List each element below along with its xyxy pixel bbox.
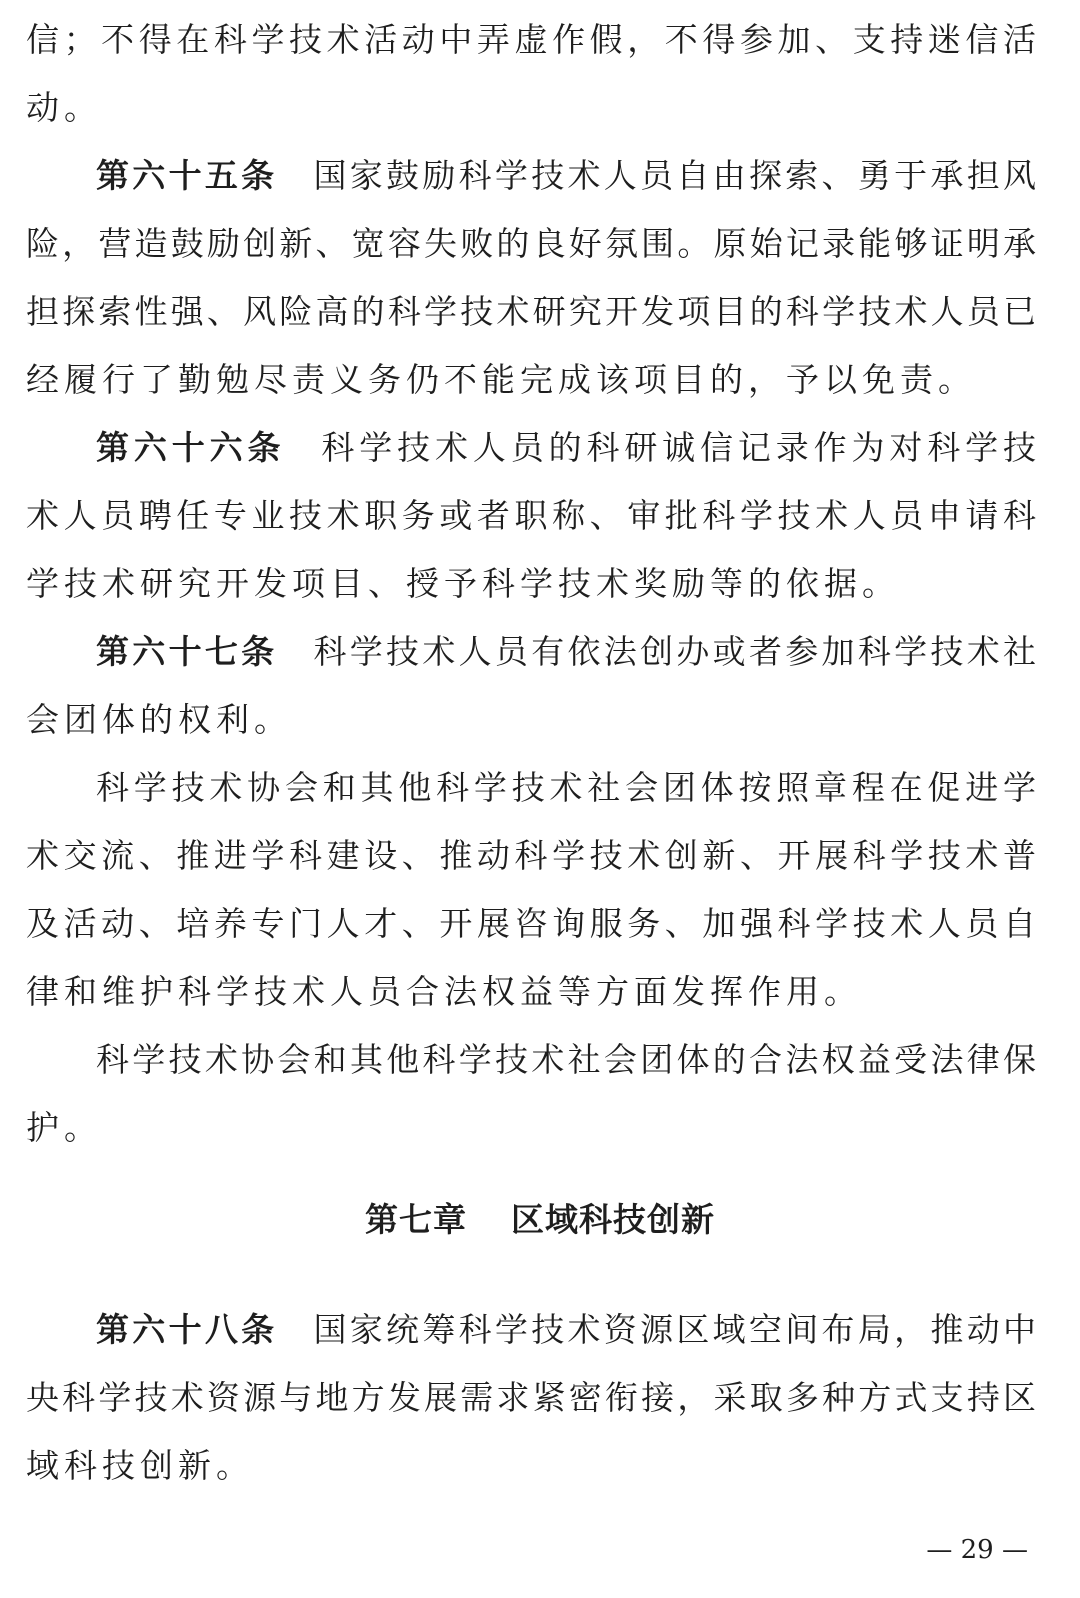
body-text-line: 域科技创新。 bbox=[26, 1446, 254, 1485]
article-heading: 第六十六条 bbox=[96, 428, 286, 467]
body-text-line: 动。 bbox=[26, 88, 102, 127]
body-text-line: 信；不得在科学技术活动中弄虚作假，不得参加、支持迷信活 bbox=[26, 20, 1036, 59]
body-text: 国家统筹科学技术资源区域空间布局，推动中 bbox=[313, 1310, 1037, 1349]
body-text: 国家鼓励科学技术人员自由探索、勇于承担风 bbox=[313, 156, 1037, 195]
body-text-line: 担探索性强、风险高的科学技术研究开发项目的科学技术人员已 bbox=[26, 292, 1036, 331]
article-heading: 第六十五条 bbox=[96, 156, 278, 195]
article-heading: 第六十八条 bbox=[96, 1310, 278, 1349]
body-text: 科学技术人员有依法创办或者参加科学技术社 bbox=[313, 632, 1037, 671]
body-text: 科学技术人员的科研诚信记录作为对科学技 bbox=[321, 428, 1037, 467]
chapter-title: 区域科技创新 bbox=[511, 1200, 715, 1239]
article-66-first-line bbox=[96, 424, 1036, 472]
body-text-line: 学技术研究开发项目、授予科学技术奖励等的依据。 bbox=[26, 564, 900, 603]
chapter-heading bbox=[0, 1196, 1080, 1244]
body-text-line: 科学技术协会和其他科学技术社会团体按照章程在促进学 bbox=[96, 768, 1036, 807]
body-text-line: 险，营造鼓励创新、宽容失败的良好氛围。原始记录能够证明承 bbox=[26, 224, 1036, 263]
article-68-first-line bbox=[96, 1306, 1036, 1354]
body-text-line: 经履行了勤勉尽责义务仍不能完成该项目的，予以免责。 bbox=[26, 360, 976, 399]
body-text-line: 律和维护科学技术人员合法权益等方面发挥作用。 bbox=[26, 972, 862, 1011]
body-text-line: 术人员聘任专业技术职务或者职称、审批科学技术人员申请科 bbox=[26, 496, 1036, 535]
chapter-number: 第七章 bbox=[365, 1200, 467, 1239]
page-number: — 29 — bbox=[926, 1535, 1028, 1565]
body-text-line: 会团体的权利。 bbox=[26, 700, 292, 739]
body-text-line: 央科学技术资源与地方发展需求紧密衔接，采取多种方式支持区 bbox=[26, 1378, 1036, 1417]
body-text-line: 护。 bbox=[26, 1108, 102, 1147]
body-text-line: 科学技术协会和其他科学技术社会团体的合法权益受法律保 bbox=[96, 1040, 1036, 1079]
article-67-first-line bbox=[96, 628, 1036, 676]
body-text-line: 及活动、培养专门人才、开展咨询服务、加强科学技术人员自 bbox=[26, 904, 1036, 943]
article-65-first-line bbox=[96, 152, 1036, 200]
body-text-line: 术交流、推进学科建设、推动科学技术创新、开展科学技术普 bbox=[26, 836, 1036, 875]
article-heading: 第六十七条 bbox=[96, 632, 278, 671]
